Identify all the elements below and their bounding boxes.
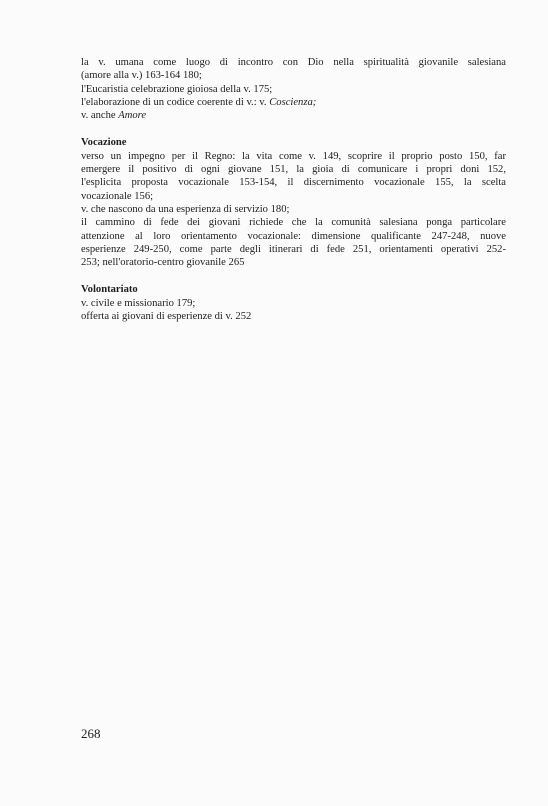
entry-heading: Vocazione	[81, 137, 127, 149]
index-line: esperienze 249-250, come parte degli itinerari di fede 251, orientamenti operativi 252-	[81, 243, 506, 255]
index-page-body	[81, 56, 506, 323]
index-line: il cammino di fede dei giovani richiede che la comunità salesiana ponga particolare	[81, 217, 506, 229]
cross-reference: Coscienza;	[269, 96, 317, 108]
index-line: v. civile e missionario 179;	[81, 297, 196, 309]
index-line	[81, 96, 506, 109]
vocazione-entry	[81, 136, 506, 269]
index-line: vocazionale 156;	[81, 190, 154, 202]
cross-reference: Amore	[118, 110, 147, 122]
index-line: verso un impegno per il Regno: la vita come v. 149, scoprire il proprio posto 150, far	[81, 150, 506, 162]
index-line: l'Eucaristia celebrazione gioiosa della v. 175;	[81, 83, 273, 95]
index-line-text: l'elaborazione di un codice coerente di v.: v.	[81, 96, 270, 108]
index-line: (amore alla v.) 163-164 180;	[81, 70, 202, 82]
index-line: l'esplicita proposta vocazionale 153-154, il discernimento vocazionale 155, la scelta	[81, 177, 506, 189]
index-line: emergere il positivo di ogni giovane 151, la gioia di comunicare i propri doni 152,	[81, 164, 506, 176]
index-line: v. che nascono da una esperienza di servizio 180;	[81, 203, 290, 215]
entries-continued	[81, 56, 506, 122]
index-line: offerta ai giovani di esperienze di v. 252	[81, 311, 252, 323]
index-line: la v. umana come luogo di incontro con Dio nella spiritualità giovanile salesiana	[81, 57, 506, 68]
page-number: 268	[81, 726, 101, 741]
index-line	[81, 109, 506, 122]
index-line: attenzione al loro orientamento vocazionale: dimensione qualificante 247-248, nuove	[81, 230, 506, 242]
index-line: 253; nell'oratorio-centro giovanile 265	[81, 257, 245, 269]
index-line-text: v. anche	[81, 110, 119, 122]
volontariato-entry	[81, 283, 506, 323]
entry-heading: Volontariato	[81, 284, 138, 296]
